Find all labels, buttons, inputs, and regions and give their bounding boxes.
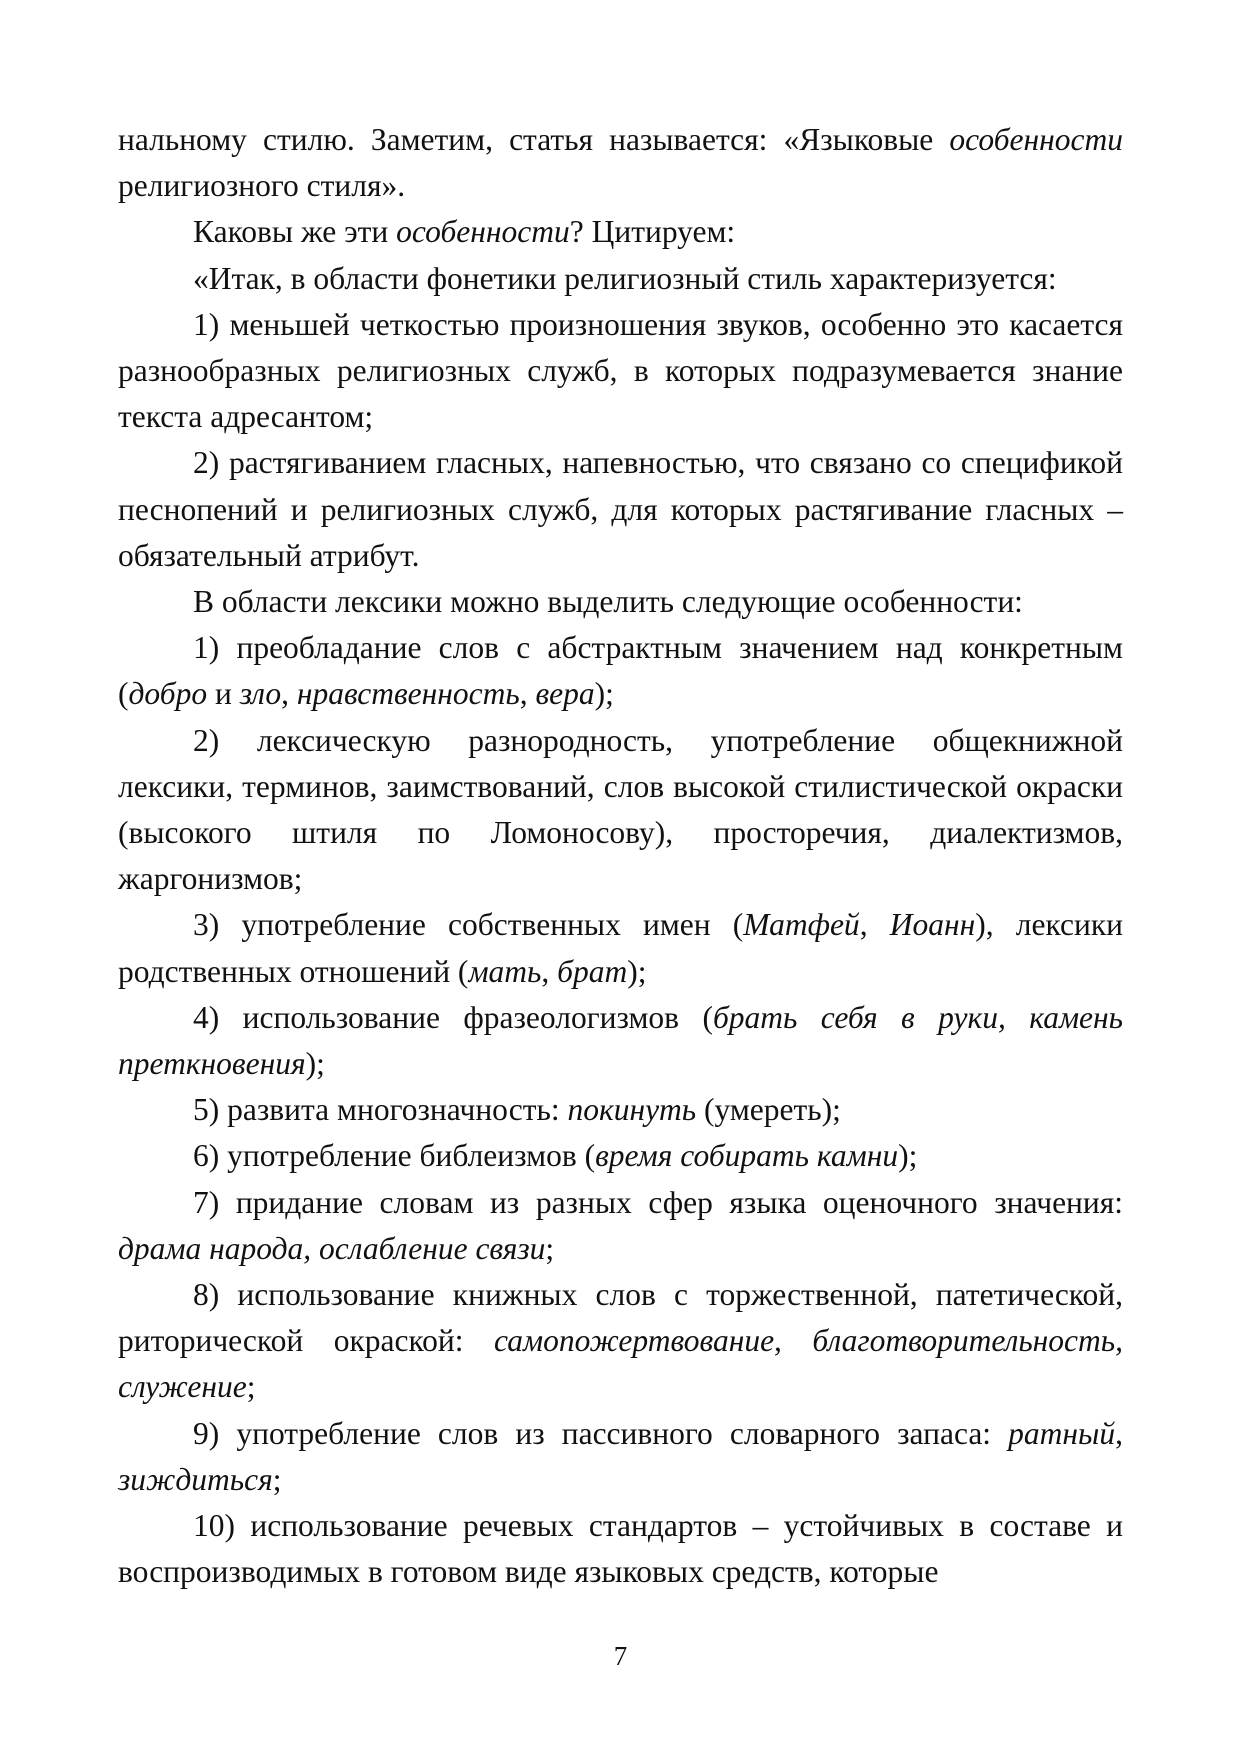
text-span: );	[594, 676, 614, 712]
text-span: нальному стилю. Заметим, статья называется: «Языковые	[118, 122, 950, 157]
paragraph	[118, 995, 1123, 1087]
text-span: ;	[246, 1369, 256, 1405]
text-span: 1) преобладание слов с абстрактным значением над конкретным (	[118, 630, 1123, 712]
paragraph	[118, 256, 1123, 302]
text-span: 7) придание словам из разных сфер языка оценочного значения:	[193, 1184, 1123, 1220]
text-span: ;	[545, 1230, 555, 1266]
italic-text: брать себя в руки, камень преткновения	[118, 999, 1123, 1082]
text-span: );	[305, 1046, 325, 1082]
italic-text: драма народа, ослабление связи	[118, 1230, 546, 1266]
text-span: В области лексики можно выделить следующие особенности:	[193, 584, 1023, 620]
text-span: );	[898, 1138, 918, 1174]
text-span: ? Цитируем:	[569, 214, 736, 250]
text-span: и	[207, 676, 240, 712]
text-span: 8) использование книжных слов с торжественной, патетической, риторической окраской:	[118, 1277, 1123, 1359]
text-span: 2) растягиванием гласных, напевностью, что связано со спецификой песнопений и религиозных служб, для которых растягивание гласных – обязательный атрибут.	[118, 445, 1123, 573]
paragraph	[118, 1087, 1123, 1133]
text-span: ,	[519, 676, 536, 712]
text-span: (умереть);	[696, 1092, 841, 1128]
text-span: 3) употребление собственных имен (	[193, 907, 744, 943]
text-span: );	[627, 953, 647, 989]
italic-text: особенности	[949, 122, 1123, 157]
paragraph	[118, 1272, 1123, 1411]
paragraph	[118, 718, 1123, 903]
text-span: ,	[541, 953, 558, 989]
page-number: 7	[613, 1641, 628, 1671]
text-span: ,	[1115, 1415, 1123, 1451]
paragraph	[118, 1133, 1123, 1179]
paragraph	[118, 579, 1123, 625]
text-span: «Итак, в области фонетики религиозный стиль характеризуется:	[193, 260, 1057, 296]
italic-text: зиждиться	[118, 1461, 273, 1497]
paragraph	[118, 117, 1123, 209]
italic-text: зло	[239, 676, 282, 712]
italic-text: Иоанн	[889, 907, 976, 943]
italic-text: особенности	[396, 214, 570, 250]
text-span: ;	[272, 1461, 282, 1497]
paragraph	[118, 302, 1123, 441]
italic-text: самопожертвование, благотворительность, служение	[118, 1323, 1123, 1405]
paragraph	[118, 1180, 1123, 1272]
italic-text: время собирать камни	[595, 1138, 899, 1174]
text-span: 9) употребление слов из пассивного словарного запаса:	[193, 1415, 1009, 1451]
italic-text: мать	[468, 953, 542, 989]
text-span: 5) развита многозначность:	[193, 1092, 568, 1128]
text-span: ,	[859, 907, 890, 943]
paragraph	[118, 1411, 1123, 1503]
text-span: Каковы же эти	[193, 214, 397, 250]
paragraph	[118, 440, 1123, 579]
text-span: религиозного стиля».	[118, 168, 406, 204]
text-span: ), лексики родственных отношений (	[118, 907, 1123, 989]
italic-text: вера	[535, 676, 595, 712]
page-body-text	[118, 117, 1123, 1596]
text-span: 2) лексическую разнородность, употребление общекнижной лексики, терминов, заимствований, слов высокой стилистической окраски (высокого штиля по Ломоносову), просторечия, диалектизмов, жаргонизмов;	[118, 722, 1123, 897]
italic-text: брат	[557, 953, 628, 989]
italic-text: нравственность	[296, 676, 520, 712]
text-span: 1) меньшей четкостью произношения звуков, особенно это касается разнообразных религиозных служб, в которых подразумевается знание текста адресантом;	[118, 306, 1123, 435]
text-span: 6) употребление библеизмов (	[193, 1138, 596, 1174]
italic-text: ратный	[1008, 1415, 1116, 1451]
text-span: 4) использование фразеологизмов (	[193, 999, 713, 1035]
text-span: 10) использование речевых стандартов – устойчивых в составе и воспроизводимых в готовом виде языковых средств, которые	[118, 1508, 1123, 1590]
text-span: ,	[281, 676, 297, 712]
paragraph	[118, 1503, 1123, 1595]
paragraph	[118, 209, 1123, 255]
paragraph	[118, 902, 1123, 994]
italic-text: покинуть	[567, 1092, 697, 1128]
paragraph	[118, 625, 1123, 717]
italic-text: добро	[128, 676, 208, 712]
italic-text: Матфей	[743, 907, 860, 943]
